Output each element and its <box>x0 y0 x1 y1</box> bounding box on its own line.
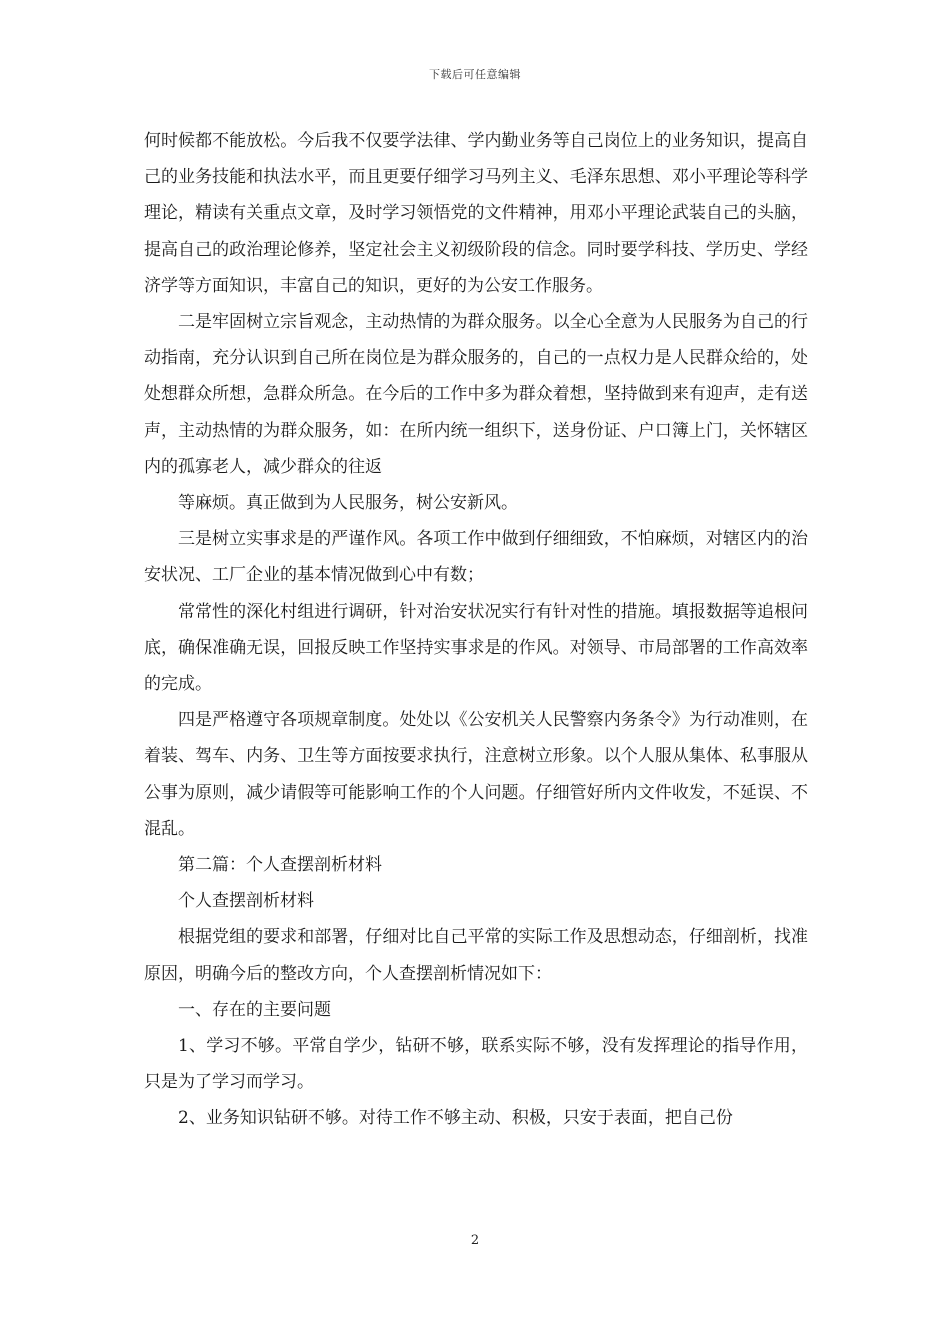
paragraph-point-two-tail: 等麻烦。真正做到为人民服务，树公安新风。 <box>178 493 518 514</box>
paragraph-point-three: 三是树立实事求是的严谨作风。各项工作中做到仔细细致，不怕麻烦，对辖区内的治安状况、工厂企业的基本情况做到心中有数； <box>144 529 808 586</box>
paragraph-continuation: 何时候都不能放松。今后我不仅要学法律、学内勤业务等自己岗位上的业务知识，提高自己的业务技能和执法水平，而且更要仔细学习马列主义、毛泽东思想、邓小平理论等科学理论，精读有关重点文章，及时学习领悟党的文件精神，用邓小平理论武装自己的头脑，提高自己的政治理论修养，坚定社会主义初级阶段的信念。同时要学科技、学历史、学经济学等方面知识，丰富自己的知识，更好的为公安工作服务。 <box>144 131 808 296</box>
list-item-study: 1、学习不够。平常自学少，钻研不够，联系实际不够，没有发挥理论的指导作用，只是为了学习而学习。 <box>144 1036 808 1093</box>
list-item-business-knowledge: 2、业务知识钻研不够。对待工作不够主动、积极，只安于表面，把自己份 <box>178 1108 733 1129</box>
document-body <box>144 123 808 1137</box>
page-header: 下载后可任意编辑 <box>429 68 521 81</box>
section-heading: 第二篇：个人查摆剖析材料 <box>178 855 382 876</box>
paragraph-point-four: 四是严格遵守各项规章制度。处处以《公安机关人民警察内务条令》为行动准则，在着装、驾车、内务、卫生等方面按要求执行，注意树立形象。以个人服从集体、私事服从公事为原则，减少请假等可能影响工作的个人问题。仔细管好所内文件收发，不延误、不混乱。 <box>144 710 808 839</box>
document-title: 个人查摆剖析材料 <box>178 891 314 912</box>
page-number: 2 <box>470 1233 480 1248</box>
paragraph-point-two: 二是牢固树立宗旨观念，主动热情的为群众服务。以全心全意为人民服务为自己的行动指南，充分认识到自己所在岗位是为群众服务的，自己的一点权力是人民群众给的，处处想群众所想，急群众所急。在今后的工作中多为群众着想，坚持做到来有迎声，走有送声，主动热情的为群众服务，如：在所内统一组织下，送身份证、户口簿上门，关怀辖区内的孤寡老人，减少群众的往返 <box>144 312 808 477</box>
paragraph-intro: 根据党组的要求和部署，仔细对比自己平常的实际工作及思想动态，仔细剖析，找准原因，明确今后的整改方向，个人查摆剖析情况如下： <box>144 927 808 984</box>
subheading-main-problems: 一、存在的主要问题 <box>178 999 331 1020</box>
paragraph-point-three-detail: 常常性的深化村组进行调研，针对治安状况实行有针对性的措施。填报数据等追根问底，确保准确无误，回报反映工作坚持实事求是的作风。对领导、市局部署的工作高效率的完成。 <box>144 601 808 695</box>
